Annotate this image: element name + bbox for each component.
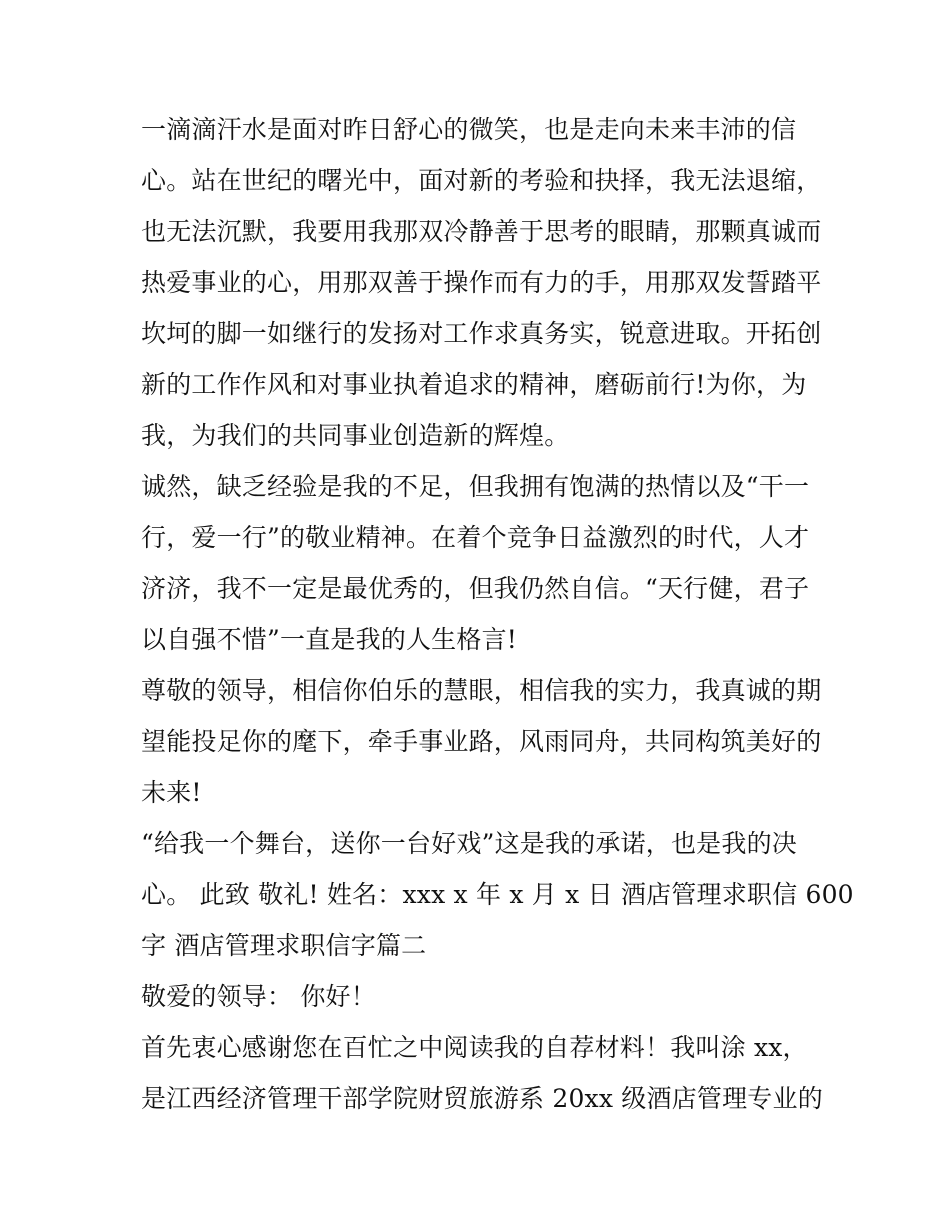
text-line: 也无法沉默，我要用我那双冷静善于思考的眼睛，那颗真诚而 [141,217,822,246]
text-line: 热爱事业的心，用那双善于操作而有力的手，用那双发誓踏平 [141,268,822,297]
document-body [141,104,854,1124]
text-line: 心。站在世纪的曙光中，面对新的考验和抉择，我无法退缩， [141,166,822,195]
text-line: 一滴滴汗水是面对昨日舒心的微笑，也是走向未来丰沛的信 [141,115,797,144]
text-line: 坎坷的脚一如继行的发扬对工作求真务实，锐意进取。开拓创 [141,319,822,348]
text-line: 行，爱一行”的敬业精神。在着个竞争日益激烈的时代，人才 [141,523,810,552]
text-line: “给我一个舞台，送你一台好戏”这是我的承诺，也是我的决 [141,829,797,858]
text-line: 尊敬的领导，相信你伯乐的慧眼，相信我的实力，我真诚的期 [141,676,822,705]
text-line: 以自强不惜”一直是我的人生格言! [141,625,518,654]
text-line: 济济，我不一定是最优秀的，但我仍然自信。“天行健，君子 [141,574,810,603]
text-line: 心。 此致 敬礼! 姓名：xxx x 年 x 月 x 日 酒店管理求职信 600 [141,880,854,909]
text-line: 新的工作作风和对事业执着追求的精神，磨砺前行!为你，为 [141,370,807,399]
text-line: 字 酒店管理求职信字篇二 [141,931,427,960]
text-line: 我，为我们的共同事业创造新的辉煌。 [141,421,570,450]
text-line: 望能投足你的麾下，牵手事业路，风雨同舟，共同构筑美好的 [141,727,822,756]
text-line: 诚然，缺乏经验是我的不足，但我拥有饱满的热情以及“干一 [141,472,810,501]
text-line: 未来! [141,778,202,807]
text-line: 是江西经济管理干部学院财贸旅游系 20xx 级酒店管理专业的 [141,1084,823,1113]
text-line: 首先衷心感谢您在百忙之中阅读我的自荐材料！我叫涂 xx， [141,1033,808,1062]
text-line: 敬爱的领导： 你好！ [141,982,376,1011]
